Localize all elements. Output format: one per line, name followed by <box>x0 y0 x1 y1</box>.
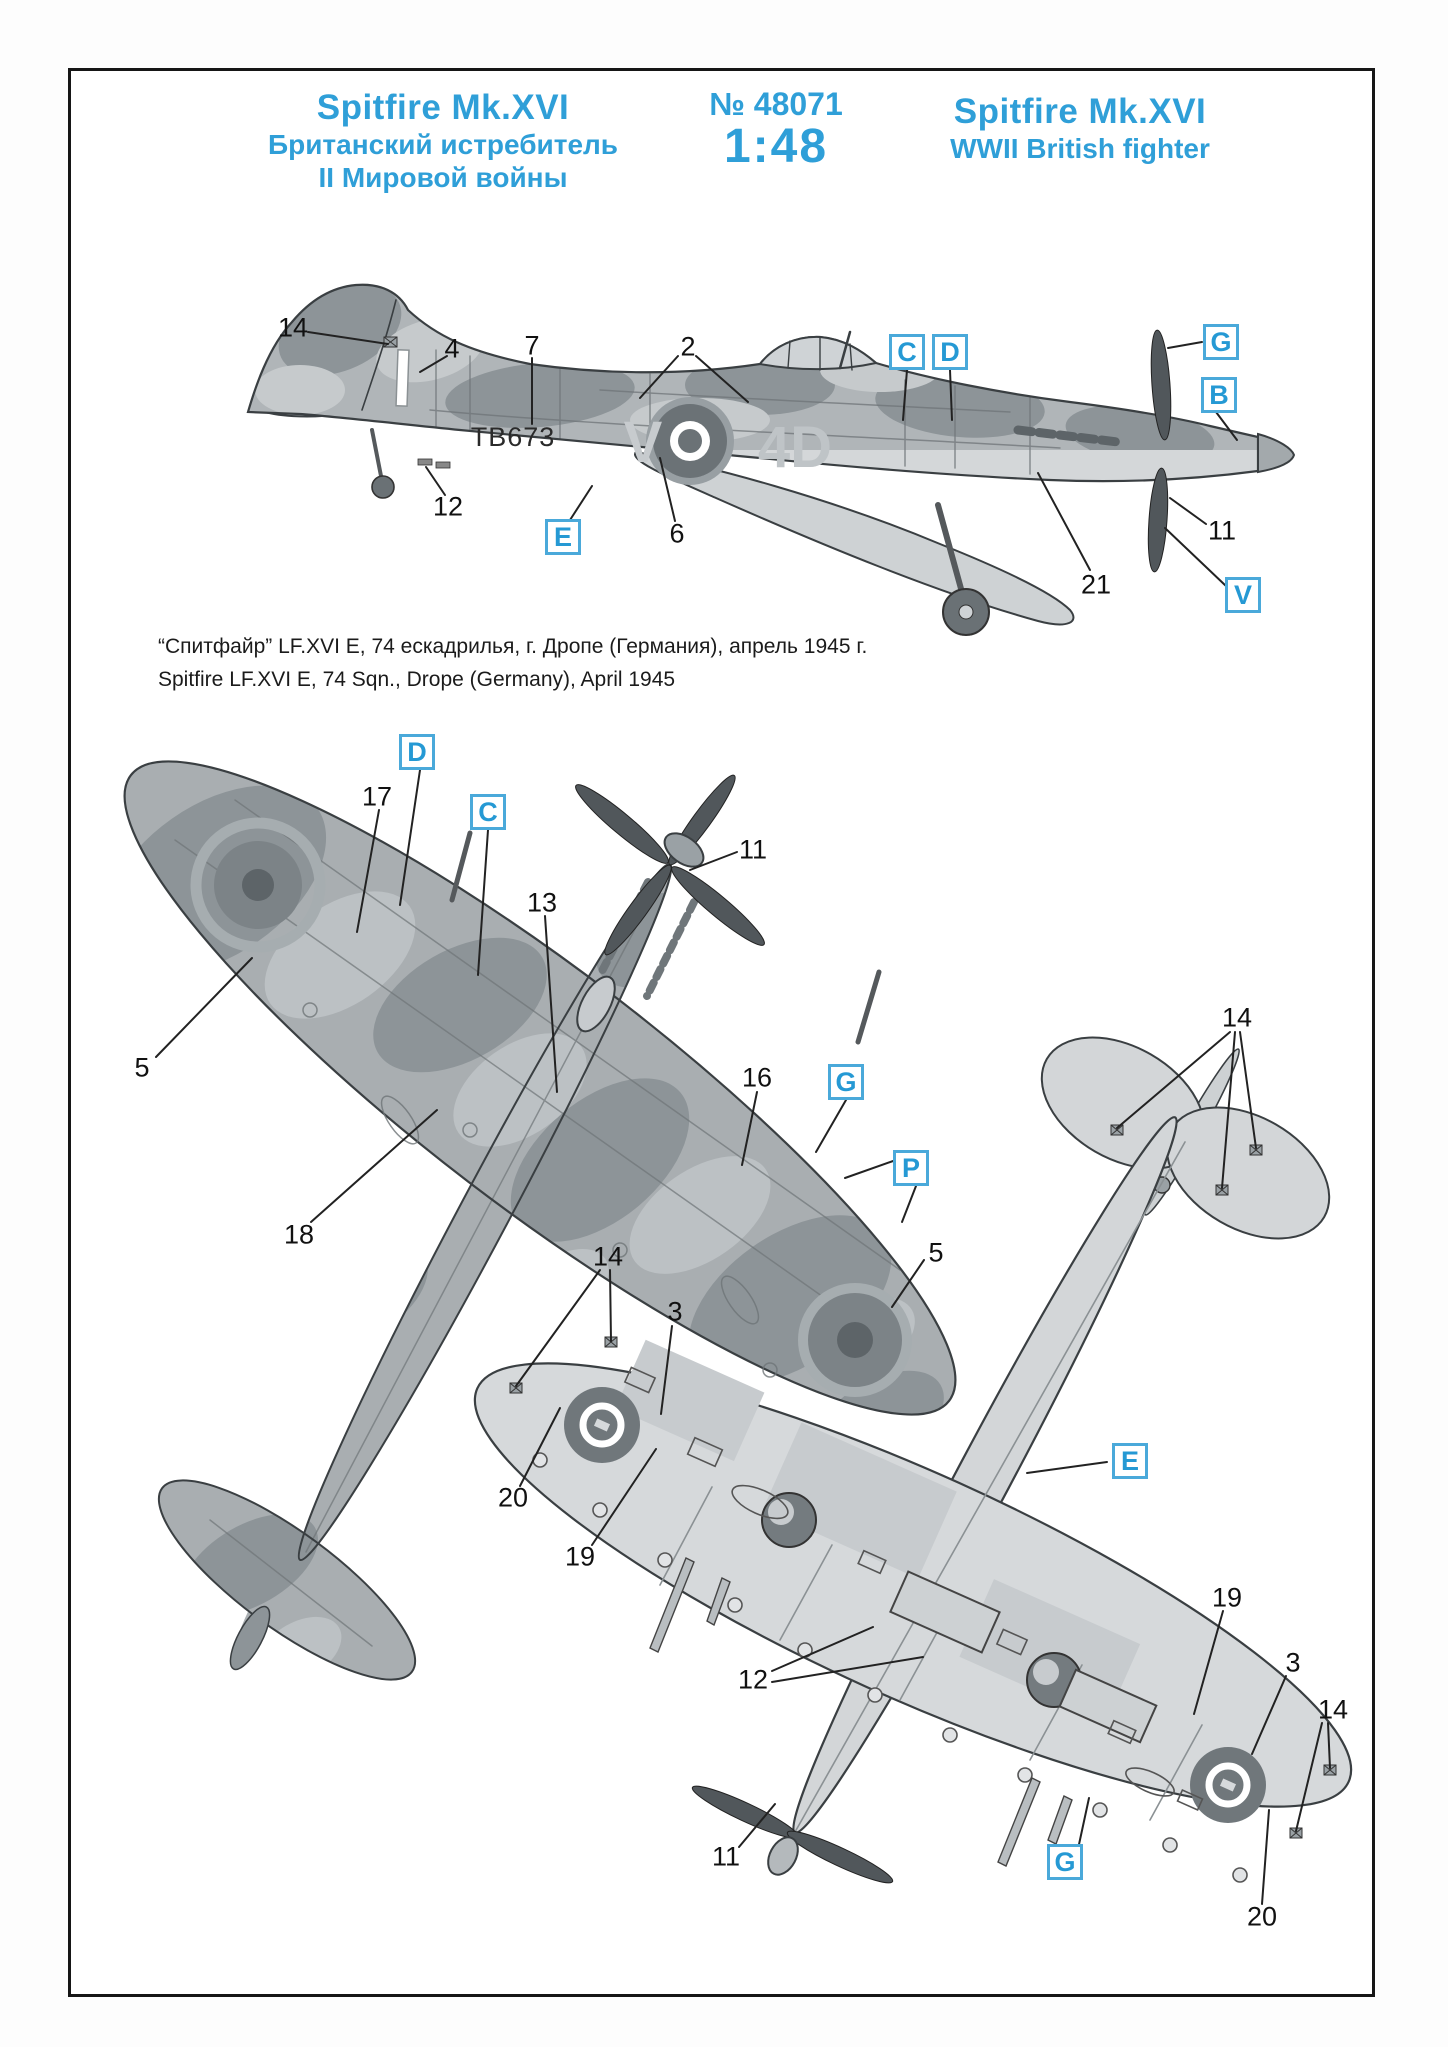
bottom-view-callout-19: 19 <box>564 1541 596 1572</box>
top-view-callout-5: 5 <box>134 1052 150 1083</box>
side-view-callout-B: B <box>1201 377 1237 413</box>
fuselage-serial: TB673 <box>470 422 556 452</box>
side-view-callout-V: V <box>1225 577 1261 613</box>
side-view-callout-G: G <box>1203 324 1239 360</box>
side-view-callout-E: E <box>545 519 581 555</box>
bottom-view-callout-12: 12 <box>737 1664 769 1695</box>
bottom-view-callout-14: 14 <box>1221 1002 1253 1033</box>
caption-ru: “Спитфайр” LF.XVI E, 74 ескадрилья, г. Дропе (Германия), апрель 1945 г. <box>158 635 868 658</box>
side-view-callout-4: 4 <box>444 333 460 364</box>
top-view-callout-G: G <box>828 1064 864 1100</box>
side-view-callout-6: 6 <box>669 518 685 549</box>
title-right-sub: WWII British fighter <box>950 133 1210 164</box>
fuselage-code-right: 4D <box>757 415 833 480</box>
bottom-view-callout-14: 14 <box>592 1241 624 1272</box>
bottom-view-callout-14: 14 <box>1317 1694 1349 1725</box>
side-view-callout-7: 7 <box>524 330 540 361</box>
top-view-callout-P: P <box>893 1150 929 1186</box>
title-left-ru2: II Мировой войны <box>318 162 568 193</box>
side-view-callout-D: D <box>932 334 968 370</box>
caption-en: Spitfire LF.XVI E, 74 Sqn., Drope (Germany), April 1945 <box>158 668 676 691</box>
side-view-callout-2: 2 <box>680 331 696 362</box>
title-left-en: Spitfire Mk.XVI <box>316 88 570 127</box>
side-view-drawing <box>240 266 1294 635</box>
side-view-callout-14: 14 <box>277 312 309 343</box>
side-view-callout-12: 12 <box>432 491 464 522</box>
bottom-view-callout-3: 3 <box>667 1296 683 1327</box>
top-view-callout-5: 5 <box>928 1237 944 1268</box>
bottom-view-callout-19: 19 <box>1211 1582 1243 1613</box>
bottom-view-callout-11: 11 <box>711 1841 741 1872</box>
bottom-view-callout-20: 20 <box>1246 1901 1278 1932</box>
top-view-callout-13: 13 <box>526 887 558 918</box>
bottom-view-callout-20: 20 <box>497 1482 529 1513</box>
side-view-callout-C: C <box>889 334 925 370</box>
top-view-callout-17: 17 <box>361 781 393 812</box>
bottom-view-callout-G: G <box>1047 1844 1083 1880</box>
title-left-ru1: Британский истребитель <box>267 129 619 160</box>
top-view-callout-C: C <box>470 794 506 830</box>
title-right-en: Spitfire Mk.XVI <box>953 92 1207 131</box>
top-view-callout-D: D <box>399 734 435 770</box>
top-view-callout-11: 11 <box>738 834 768 865</box>
kit-number: № 48071 <box>709 86 843 122</box>
side-view-callout-11: 11 <box>1207 515 1237 546</box>
top-view-callout-16: 16 <box>741 1062 773 1093</box>
kit-scale: 1:48 <box>723 120 829 173</box>
fuselage-code-left: V <box>623 410 663 475</box>
bottom-view-callout-3: 3 <box>1285 1647 1301 1678</box>
top-view-callout-18: 18 <box>283 1219 315 1250</box>
side-view-callout-21: 21 <box>1080 569 1112 600</box>
bottom-view-callout-E: E <box>1112 1443 1148 1479</box>
